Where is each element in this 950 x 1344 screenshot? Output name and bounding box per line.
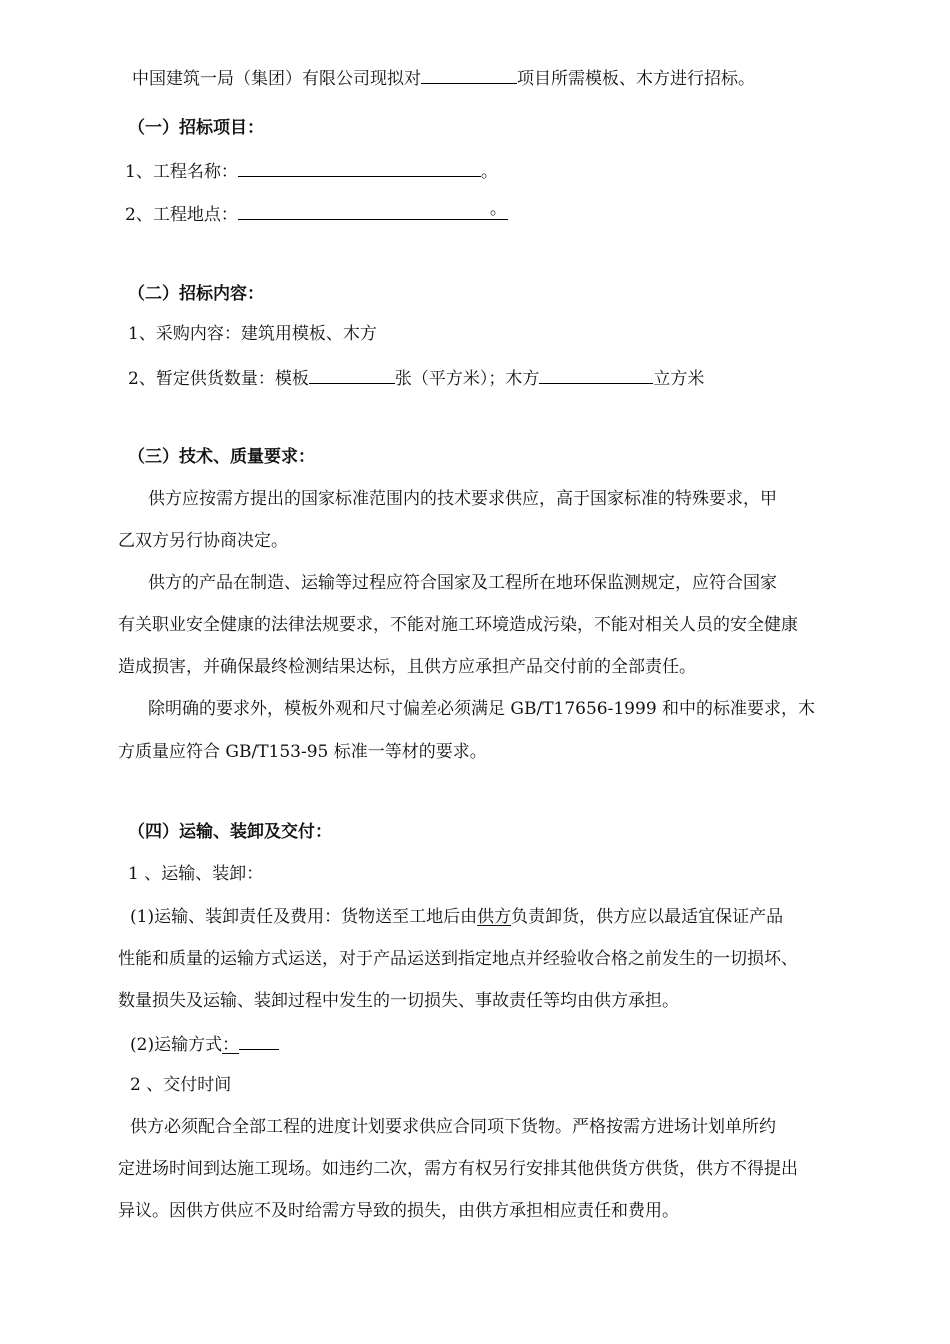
- project-location-field[interactable]: [238, 201, 508, 220]
- formwork-unit-text: 张（平方米）；木方: [394, 369, 540, 389]
- tech-para-2-line-1: 供方的产品在制造、运输等过程应符合国家及工程所在地环保监测规定，应符合国家: [148, 573, 777, 593]
- tech-para-2-line-2: 有关职业安全健康的法律法规要求，不能对施工环境造成污染，不能对相关人员的安全健康: [118, 615, 798, 635]
- section-4-heading: （四）运输、装卸及交付：: [128, 822, 332, 842]
- tech-para-1-line-1: 供方应按需方提出的国家标准范围内的技术要求供应，高于国家标准的特殊要求，甲: [148, 489, 777, 509]
- transport-text-a: (1)运输、装卸责任及费用：货物送至工地后由: [130, 907, 478, 927]
- project-name-blank[interactable]: [421, 65, 517, 84]
- formwork-quantity-field[interactable]: [309, 365, 395, 384]
- project-name-line: [125, 158, 498, 184]
- tech-para-1-line-2: 乙双方另行协商决定。: [118, 531, 288, 551]
- section-1-heading: （一）招标项目：: [128, 118, 264, 138]
- transport-text-b: 负责卸货，供方应以最适宜保证产品: [511, 907, 784, 927]
- project-name-end: 。: [480, 162, 498, 182]
- timber-quantity-field[interactable]: [539, 365, 653, 384]
- intro-text-after: 项目所需模板、木方进行招标。: [517, 69, 755, 89]
- supply-quantity-label: 2、暂定供货数量：模板: [128, 369, 309, 389]
- timber-unit-text: 立方米: [653, 369, 705, 389]
- purchase-content: 1、采购内容：建筑用模板、木方: [128, 324, 377, 344]
- delivery-para-line-2: 定进场时间到达施工现场。如违约二次，需方有权另行安排其他供货方供货，供方不得提出: [118, 1159, 798, 1179]
- intro-text-before: 中国建筑一局（集团）有限公司现拟对: [132, 69, 421, 89]
- supplier-underlined: 供方: [477, 907, 512, 927]
- delivery-para-line-1: 供方必须配合全部工程的进度计划要求供应合同项下货物。严格按需方进场计划单所约: [130, 1117, 776, 1137]
- tech-para-3-line-2: 方质量应符合 GB/T153-95 标准一等材的要求。: [118, 742, 487, 762]
- section-2-heading: （二）招标内容：: [128, 284, 264, 304]
- project-name-field[interactable]: [238, 158, 481, 177]
- intro-line: [132, 65, 755, 91]
- transport-method-colon: ：: [222, 1035, 240, 1055]
- tech-para-2-line-3: 造成损害，并确保最终检测结果达标，且供方应承担产品交付前的全部责任。: [118, 657, 696, 677]
- project-name-label: 1、工程名称：: [125, 162, 238, 182]
- supply-quantity-line: [128, 365, 704, 391]
- transport-para-line-1: [130, 905, 783, 929]
- transport-para-line-3: 数量损失及运输、装卸过程中发生的一切损失、事故责任等均由供方承担。: [118, 991, 679, 1011]
- section-3-heading: （三）技术、质量要求：: [128, 447, 315, 467]
- project-location-line: [125, 201, 508, 227]
- delivery-subheading: 2 、交付时间: [130, 1075, 232, 1095]
- transport-subheading: 1 、运输、装卸：: [128, 864, 264, 884]
- project-location-end: 。: [489, 199, 507, 219]
- transport-method-line: [130, 1031, 279, 1057]
- delivery-para-line-3: 异议。因供方供应不及时给需方导致的损失，由供方承担相应责任和费用。: [118, 1201, 679, 1221]
- project-location-label: 2、工程地点：: [125, 205, 238, 225]
- transport-para-line-2: 性能和质量的运输方式运送，对于产品运送到指定地点并经验收合格之前发生的一切损坏、: [118, 949, 798, 969]
- transport-method-label: (2)运输方式: [130, 1035, 223, 1055]
- transport-method-field[interactable]: [239, 1031, 279, 1050]
- tech-para-3-line-1: 除明确的要求外，模板外观和尺寸偏差必须满足 GB/T17656-1999 和中的标准要求，木: [148, 699, 816, 719]
